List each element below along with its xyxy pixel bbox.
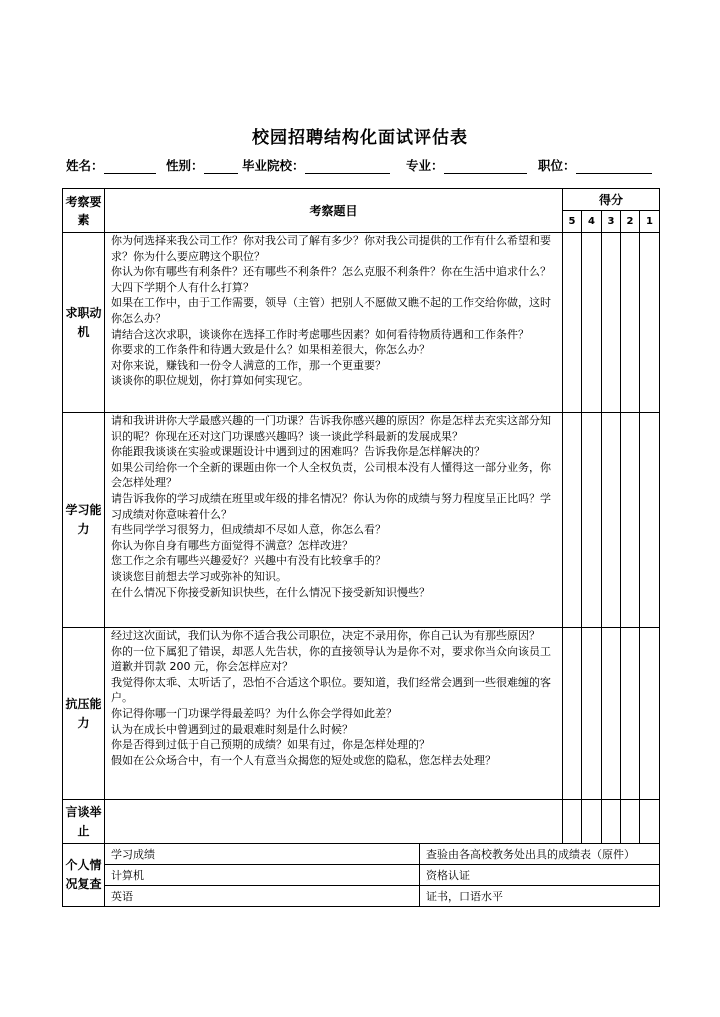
question-item: 如果公司给你一个全新的课题由你一个人全权负责，公司根本没有人懂得这一部分业务，你会怎样处理？: [111, 460, 551, 490]
name-label: 姓名：: [66, 158, 104, 173]
position-field: [538, 156, 652, 174]
question-item: 有些同学学习很努力，但成绩却不尽如人意，你怎么看？: [111, 523, 386, 537]
header-score: 得分: [563, 189, 660, 211]
question-item: 假如在公众场合中，有一个人有意当众揭您的短处或您的隐私，您怎样去处理？: [111, 753, 496, 767]
questions-motivation: [105, 233, 563, 413]
question-item: 你认为你自身有哪些方面觉得不满意？怎样改进？: [111, 538, 353, 552]
category-review: 个人情况复查: [63, 844, 105, 907]
school-label: 毕业院校：: [242, 158, 305, 173]
major-blank[interactable]: [444, 159, 527, 174]
question-item: 请和我讲讲你大学最感兴趣的一门功课？告诉我你感兴趣的原因？你是怎样去充实这部分知识的呢？你现在还对这门功课感兴趣吗？谈一谈此学科最新的发展成果？: [111, 414, 551, 443]
score-level: 5: [563, 211, 582, 233]
question-item: 请结合这次求职，谈谈你在选择工作时考虑哪些因素？如何看待物质待遇和工作条件？: [111, 327, 529, 341]
question-item: 谈谈您目前想去学习或弥补的知识。: [111, 569, 287, 583]
header-questions: 考察题目: [105, 189, 563, 233]
score-cell[interactable]: [621, 413, 640, 628]
score-cell[interactable]: [563, 628, 582, 800]
score-level: 3: [602, 211, 621, 233]
applicant-info-row: [66, 156, 666, 178]
major-label: 专业：: [406, 158, 444, 173]
score-cell[interactable]: [602, 233, 621, 413]
name-field: [66, 156, 156, 174]
question-item: 请告诉我你的学习成绩在班里或年级的排名情况？你认为你的成绩与努力程度呈正比吗？学习成绩对你意味着什么？: [111, 491, 551, 521]
school-field: [242, 156, 390, 174]
name-blank[interactable]: [104, 159, 156, 174]
question-item: 经过这次面试，我们认为你不适合我公司职位，决定不录用你，你自己认为有那些原因？: [111, 629, 540, 642]
score-cell[interactable]: [563, 413, 582, 628]
review-note: 资格认证: [420, 865, 660, 886]
question-item: 你认为你有哪些有利条件？还有哪些不利条件？怎么克服不利条件？你在生活中追求什么？大四下学期个人有什么打算？: [111, 265, 551, 294]
question-item: 你记得你哪一门功课学得最差吗？为什么你会学得如此差？: [111, 706, 397, 720]
score-cell[interactable]: [640, 800, 660, 844]
question-item: 认为在成长中曾遇到过的最艰难时刻是什么时候？: [111, 722, 353, 736]
question-item: 你为何选择来我公司工作？你对我公司了解有多少？你对我公司提供的工作有什么希望和要求？你为什么要应聘这个职位？: [111, 234, 551, 263]
questions-learning: [105, 413, 563, 628]
review-item: 学习成绩: [105, 844, 420, 865]
score-cell[interactable]: [582, 628, 602, 800]
score-cell[interactable]: [640, 233, 660, 413]
demeanor-notes[interactable]: [105, 800, 563, 844]
position-blank[interactable]: [576, 159, 652, 174]
score-cell[interactable]: [640, 413, 660, 628]
score-cell[interactable]: [582, 413, 602, 628]
score-cell[interactable]: [582, 800, 602, 844]
score-cell[interactable]: [563, 233, 582, 413]
question-item: 你能跟我谈谈在实验或课题设计中遇到过的困难吗？告诉我你是怎样解决的？: [111, 445, 485, 459]
score-cell[interactable]: [602, 628, 621, 800]
review-note: 查验由各高校教务处出具的成绩表（原件）: [420, 844, 660, 865]
school-blank[interactable]: [305, 159, 390, 174]
question-item: 对你来说，赚钱和一份令人满意的工作，那一个更重要？: [111, 358, 386, 372]
question-item: 你是否得到过低于自己预期的成绩？如果有过，你是怎样处理的？: [111, 738, 430, 752]
gender-field: [166, 156, 238, 174]
questions-pressure: [105, 628, 563, 800]
category-motivation: 求职动机: [63, 233, 105, 413]
question-item: 您工作之余有哪些兴趣爱好？兴趣中有没有比较拿手的？: [111, 554, 386, 568]
gender-blank[interactable]: [204, 159, 238, 174]
score-level: 2: [621, 211, 640, 233]
score-cell[interactable]: [602, 413, 621, 628]
question-item: 你的一位下属犯了错误，却恶人先告状，你的直接领导认为是你不对，要求你当众向该员工道歉并罚款 200 元，你会怎样应对？: [111, 644, 551, 674]
question-item: 在什么情况下你接受新知识快些，在什么情况下接受新知识慢些？: [111, 585, 430, 599]
page-title: 校园招聘结构化面试评估表: [252, 128, 468, 148]
score-level: 1: [640, 211, 660, 233]
header-category: 考察要素: [63, 189, 105, 233]
question-item: 如果在工作中，由于工作需要，领导（主管）把别人不愿做又瞧不起的工作交给你做，这时你怎么办？: [111, 296, 551, 325]
score-cell[interactable]: [640, 628, 660, 800]
score-cell[interactable]: [602, 800, 621, 844]
position-label: 职位：: [538, 158, 576, 173]
score-level: 4: [582, 211, 602, 233]
category-pressure: 抗压能力: [63, 628, 105, 800]
score-cell[interactable]: [621, 628, 640, 800]
category-demeanor: 言谈举止: [63, 800, 105, 844]
score-cell[interactable]: [621, 800, 640, 844]
evaluation-table: [62, 188, 660, 907]
question-item: 谈谈你的职位规划，你打算如何实现它。: [111, 374, 309, 388]
major-field: [406, 156, 527, 174]
score-cell[interactable]: [563, 800, 582, 844]
category-learning: 学习能力: [63, 413, 105, 628]
score-cell[interactable]: [582, 233, 602, 413]
review-item: 计算机: [105, 865, 420, 886]
review-note: 证书，口语水平: [420, 886, 660, 907]
score-cell[interactable]: [621, 233, 640, 413]
review-item: 英语: [105, 886, 420, 907]
question-item: 我觉得你太乖、太听话了，恐怕不合适这个职位。要知道，我们经常会遇到一些很难缠的客户。: [111, 675, 551, 705]
gender-label: 性别：: [166, 158, 204, 173]
question-item: 你要求的工作条件和待遇大致是什么？如果相差很大，你怎么办？: [111, 343, 430, 357]
